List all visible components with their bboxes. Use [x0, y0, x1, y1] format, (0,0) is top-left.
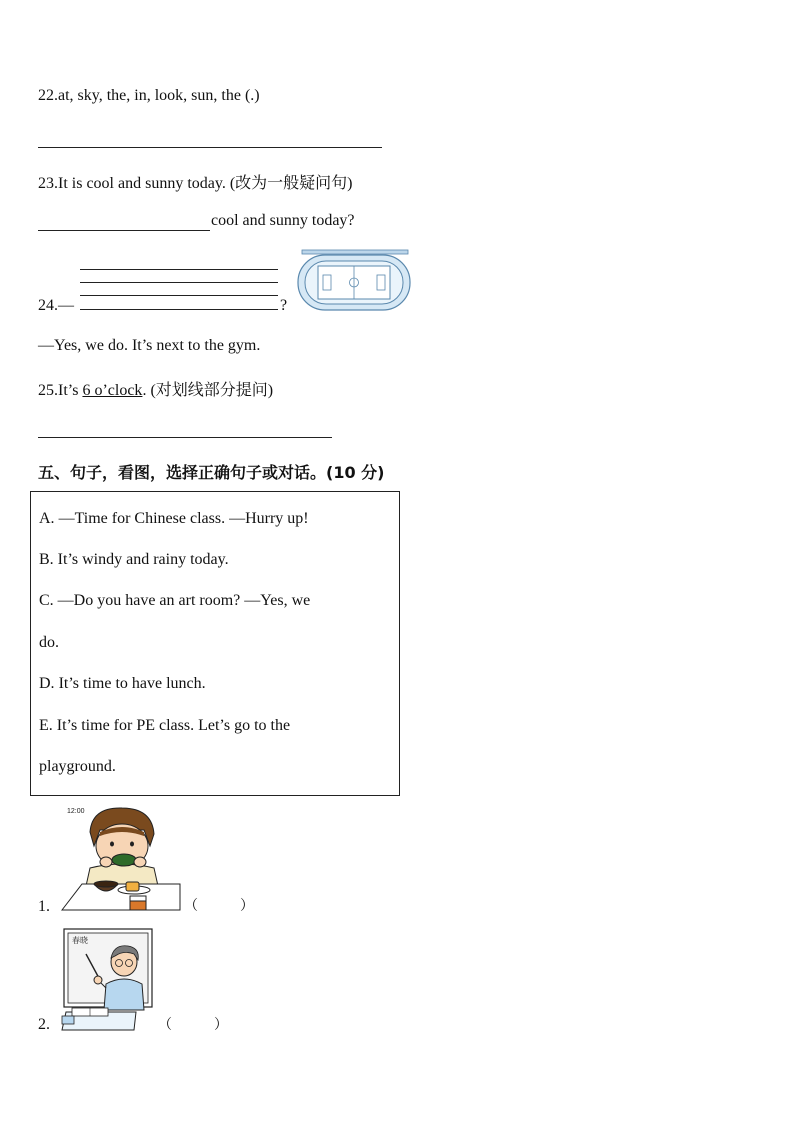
q22-line [38, 87, 260, 105]
teacher-at-board-image [60, 926, 156, 1032]
boy-eating-lunch-image [60, 802, 184, 912]
q25-prefix: It’s [58, 382, 83, 399]
q23-text: It is cool and sunny today. (改为一般疑问句) [58, 175, 353, 192]
option-b-letter: B. [39, 551, 54, 568]
q23-line [38, 170, 353, 193]
option-c-text: —Do you have an art room? —Yes, we [57, 592, 311, 609]
q25-answer-line[interactable] [38, 437, 332, 438]
option-b-text: It’s windy and rainy today. [57, 551, 229, 568]
option-d-text: It’s time to have lunch. [58, 675, 206, 692]
option-b [39, 551, 229, 569]
option-e-letter: E. [39, 717, 53, 734]
q25-underlined-text: 6 o’clock [82, 382, 143, 399]
q25-number: 25. [38, 382, 58, 399]
option-c [39, 592, 310, 610]
q23-answer-suffix: cool and sunny today? [211, 212, 355, 229]
q24-answer-line-1[interactable] [80, 269, 278, 270]
option-d [39, 675, 206, 693]
option-a [39, 510, 309, 528]
q25-line [38, 377, 273, 400]
q24-line [38, 297, 74, 315]
option-a-letter: A. [39, 510, 55, 527]
q22-answer-line[interactable] [38, 147, 382, 148]
q24-question-mark: ? [280, 297, 288, 314]
picture-1-answer-parentheses[interactable]: （ ） [184, 899, 254, 914]
picture-2-answer-parentheses[interactable]: （ ） [158, 1018, 228, 1033]
q25-suffix: . (对划线部分提问) [142, 382, 274, 399]
q24-answer-line-3[interactable] [80, 295, 278, 296]
option-d-letter: D. [39, 675, 55, 692]
option-c-continued: do. [39, 634, 59, 651]
q24-dash: — [58, 297, 74, 314]
option-e [39, 717, 290, 735]
q23-number: 23. [38, 175, 58, 192]
q24-number: 24. [38, 297, 58, 314]
q23-answer-line[interactable] [38, 230, 210, 231]
board-text: 春晓 [72, 936, 88, 945]
q24-answer-line-2[interactable] [80, 282, 278, 283]
option-c-letter: C. [39, 592, 54, 609]
section-5-title: 五、句子，看图，选择正确句子或对话。(10 分) [38, 463, 385, 482]
picture-1-number: 1. [38, 898, 50, 915]
option-e-text: It’s time for PE class. Let’s go to the [56, 717, 291, 734]
playground-track-image [296, 248, 412, 312]
options-box [30, 491, 400, 796]
clock-time-label: 12:00 [67, 808, 85, 815]
picture-2-number: 2. [38, 1016, 50, 1033]
q24-reply: —Yes, we do. It’s next to the gym. [38, 337, 261, 354]
q24-answer-line-4[interactable] [80, 309, 278, 310]
option-a-text: —Time for Chinese class. —Hurry up! [58, 510, 309, 527]
option-e-continued: playground. [39, 758, 116, 775]
q22-number: 22. [38, 87, 58, 104]
q22-text: at, sky, the, in, look, sun, the (.) [58, 87, 260, 104]
